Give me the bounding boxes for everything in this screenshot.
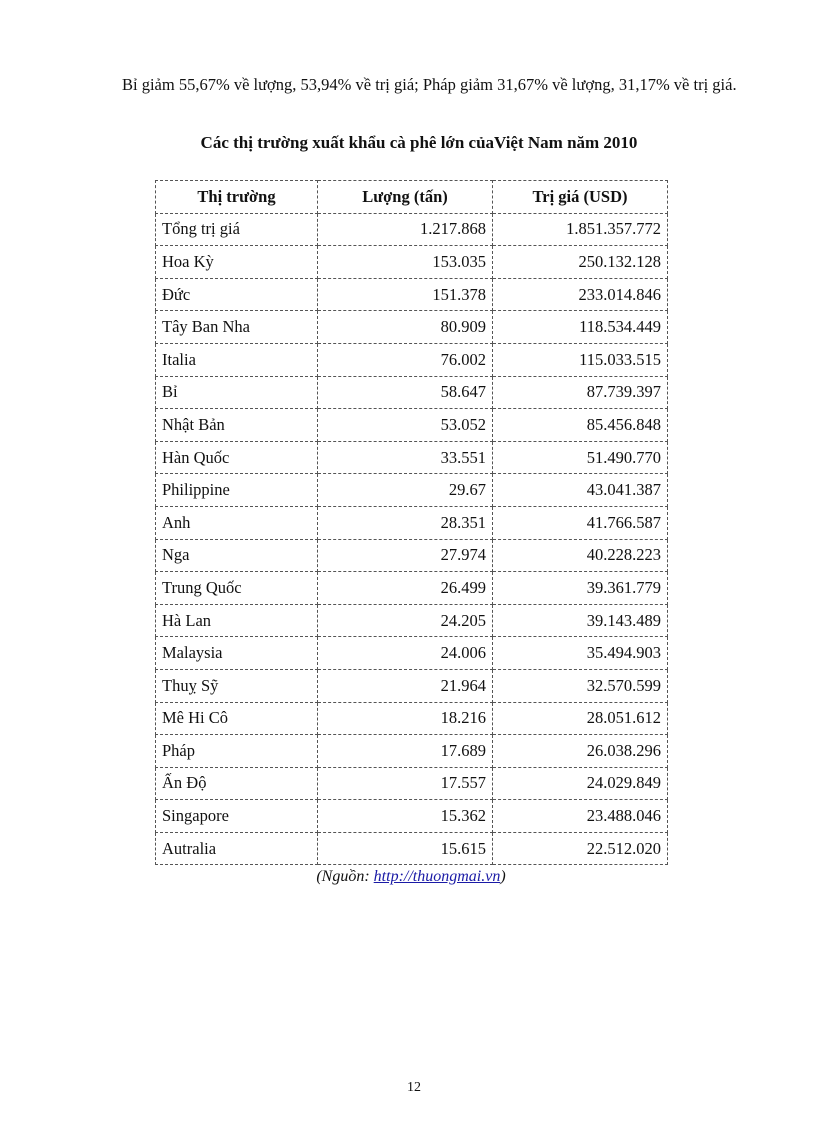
table-row <box>156 832 668 865</box>
table-row <box>156 278 668 311</box>
cell-market: Singapore <box>156 800 318 833</box>
table-row <box>156 343 668 376</box>
table-row <box>156 376 668 409</box>
cell-market: Hoa Kỳ <box>156 246 318 279</box>
cell-value: 24.029.849 <box>493 767 668 800</box>
cell-volume: 28.351 <box>318 506 493 539</box>
table-row <box>156 702 668 735</box>
table-row <box>156 246 668 279</box>
cell-value: 233.014.846 <box>493 278 668 311</box>
cell-market: Nhật Bản <box>156 409 318 442</box>
cell-value: 85.456.848 <box>493 409 668 442</box>
cell-value: 28.051.612 <box>493 702 668 735</box>
source-suffix: ) <box>500 868 506 885</box>
table-row <box>156 800 668 833</box>
table-row <box>156 735 668 768</box>
table-row <box>156 213 668 246</box>
table-body <box>156 213 668 865</box>
cell-volume: 27.974 <box>318 539 493 572</box>
table-row <box>156 604 668 637</box>
source-note <box>155 868 667 886</box>
table-row <box>156 311 668 344</box>
cell-volume: 53.052 <box>318 409 493 442</box>
table-row <box>156 572 668 605</box>
cell-market: Autralia <box>156 832 318 865</box>
table-row <box>156 539 668 572</box>
body-paragraph: Bỉ giảm 55,67% về lượng, 53,94% về trị giá; Pháp giảm 31,67% về lượng, 31,17% về trị giá. <box>122 75 737 94</box>
source-link[interactable]: http://thuongmai.vn <box>373 868 501 885</box>
cell-volume: 33.551 <box>318 441 493 474</box>
cell-volume: 80.909 <box>318 311 493 344</box>
cell-volume: 17.689 <box>318 735 493 768</box>
cell-market: Thuỵ Sỹ <box>156 669 318 702</box>
cell-market: Italia <box>156 343 318 376</box>
cell-market: Hà Lan <box>156 604 318 637</box>
cell-value: 23.488.046 <box>493 800 668 833</box>
cell-volume: 1.217.868 <box>318 213 493 246</box>
cell-volume: 58.647 <box>318 376 493 409</box>
cell-volume: 29.67 <box>318 474 493 507</box>
cell-volume: 18.216 <box>318 702 493 735</box>
cell-value: 26.038.296 <box>493 735 668 768</box>
header-market: Thị trường <box>156 181 318 214</box>
cell-value: 250.132.128 <box>493 246 668 279</box>
cell-volume: 24.006 <box>318 637 493 670</box>
header-value: Trị giá (USD) <box>493 181 668 214</box>
table-row <box>156 767 668 800</box>
cell-value: 41.766.587 <box>493 506 668 539</box>
cell-market: Malaysia <box>156 637 318 670</box>
cell-volume: 26.499 <box>318 572 493 605</box>
cell-value: 118.534.449 <box>493 311 668 344</box>
cell-market: Trung Quốc <box>156 572 318 605</box>
table-row <box>156 637 668 670</box>
cell-market: Hàn Quốc <box>156 441 318 474</box>
table-row <box>156 506 668 539</box>
cell-market: Tổng trị giá <box>156 213 318 246</box>
cell-volume: 151.378 <box>318 278 493 311</box>
cell-value: 35.494.903 <box>493 637 668 670</box>
cell-market: Mê Hi Cô <box>156 702 318 735</box>
table-title: Các thị trường xuất khẩu cà phê lớn củaViệt Nam năm 2010 <box>200 133 638 152</box>
cell-volume: 17.557 <box>318 767 493 800</box>
cell-market: Nga <box>156 539 318 572</box>
cell-value: 32.570.599 <box>493 669 668 702</box>
cell-value: 51.490.770 <box>493 441 668 474</box>
cell-value: 39.361.779 <box>493 572 668 605</box>
source-prefix: (Nguồn: <box>316 868 374 885</box>
cell-volume: 21.964 <box>318 669 493 702</box>
cell-value: 40.228.223 <box>493 539 668 572</box>
cell-value: 43.041.387 <box>493 474 668 507</box>
cell-market: Bỉ <box>156 376 318 409</box>
table-row <box>156 474 668 507</box>
page-number: 12 <box>407 1080 421 1095</box>
coffee-export-table <box>155 180 668 865</box>
table-row <box>156 441 668 474</box>
table-header-row <box>156 181 668 214</box>
cell-volume: 15.362 <box>318 800 493 833</box>
header-volume: Lượng (tấn) <box>318 181 493 214</box>
cell-value: 39.143.489 <box>493 604 668 637</box>
cell-market: Philippine <box>156 474 318 507</box>
cell-volume: 153.035 <box>318 246 493 279</box>
cell-volume: 15.615 <box>318 832 493 865</box>
cell-value: 115.033.515 <box>493 343 668 376</box>
cell-value: 87.739.397 <box>493 376 668 409</box>
cell-market: Anh <box>156 506 318 539</box>
cell-volume: 76.002 <box>318 343 493 376</box>
cell-market: Pháp <box>156 735 318 768</box>
cell-market: Tây Ban Nha <box>156 311 318 344</box>
cell-market: Đức <box>156 278 318 311</box>
table-row <box>156 409 668 442</box>
table-row <box>156 669 668 702</box>
cell-market: Ấn Độ <box>156 767 318 800</box>
cell-value: 1.851.357.772 <box>493 213 668 246</box>
cell-volume: 24.205 <box>318 604 493 637</box>
cell-value: 22.512.020 <box>493 832 668 865</box>
